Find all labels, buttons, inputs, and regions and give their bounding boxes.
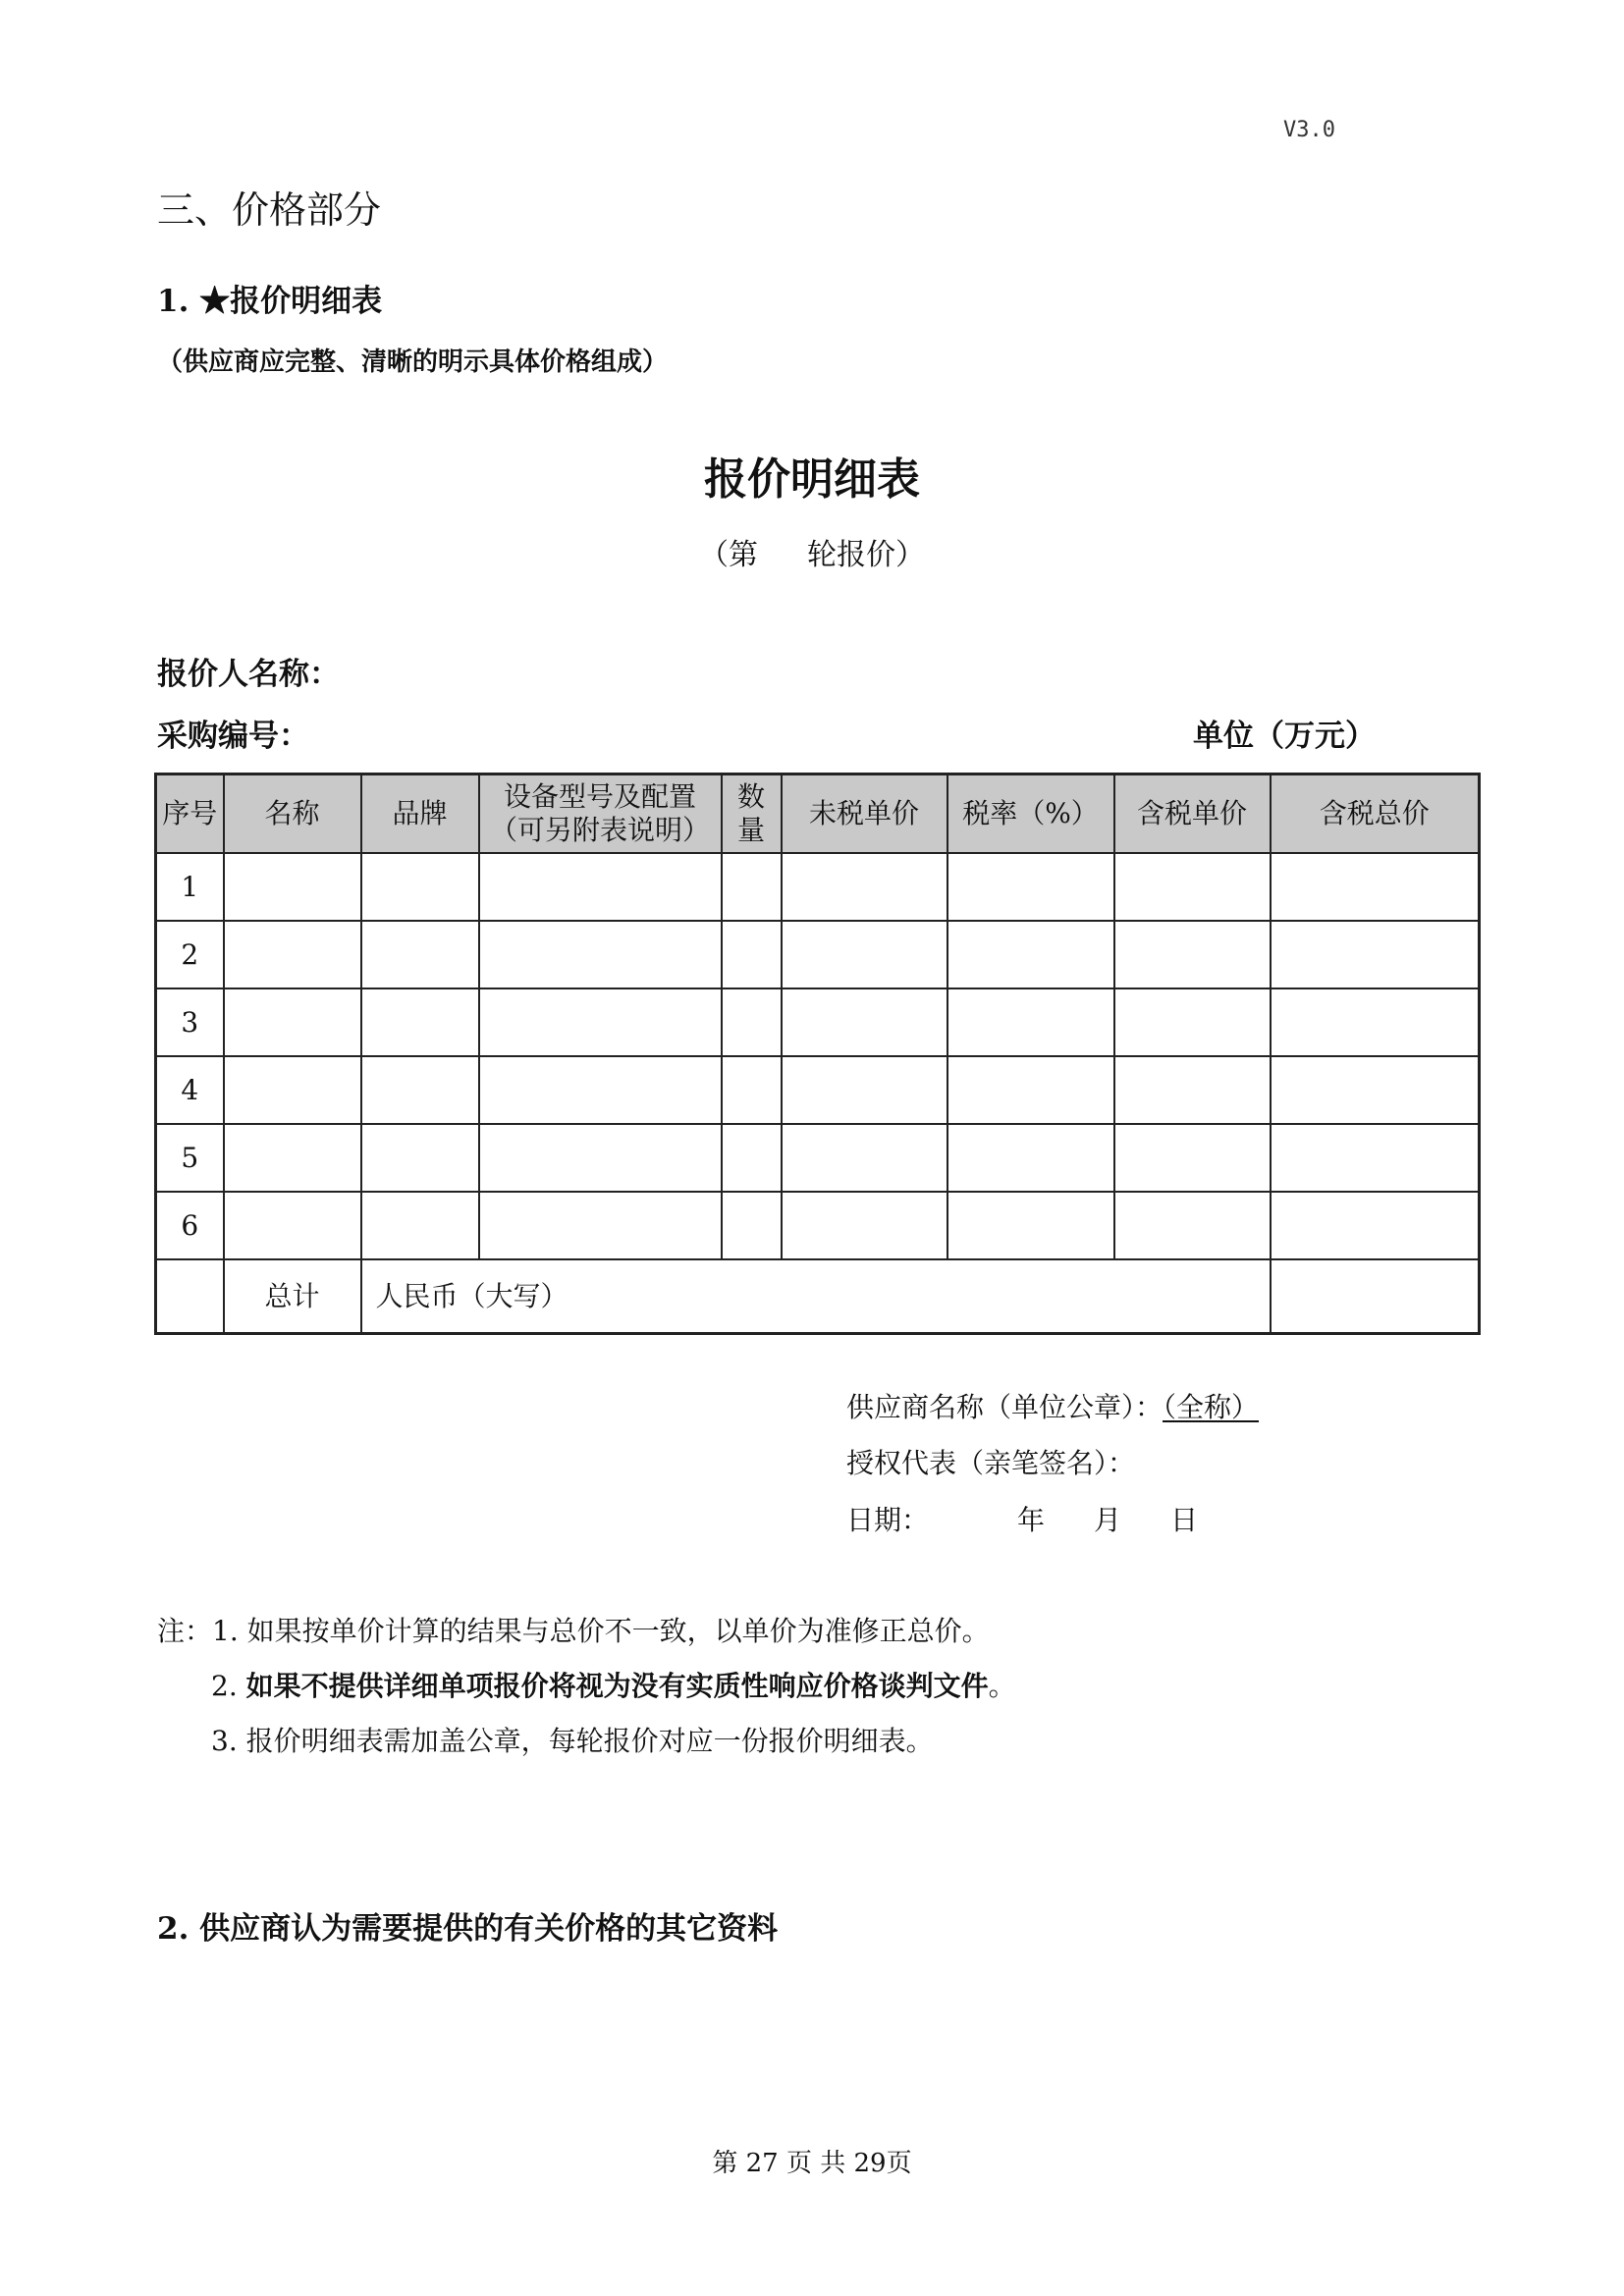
total-row bbox=[156, 1259, 1480, 1334]
table-row bbox=[156, 988, 1480, 1056]
cell-quantity[interactable] bbox=[722, 1124, 782, 1192]
header-tax-rate: 税率（%） bbox=[947, 774, 1114, 854]
table-row bbox=[156, 853, 1480, 921]
header-taxed-unit-price: 含税单价 bbox=[1114, 774, 1271, 854]
cell-model[interactable] bbox=[479, 1124, 722, 1192]
section-heading: 三、价格部分 bbox=[157, 188, 382, 232]
subsection-1-note: （供应商应完整、清晰的明示具体价格组成） bbox=[157, 347, 669, 377]
cell-taxed-unit-price[interactable] bbox=[1114, 1056, 1271, 1124]
subsection-1-heading bbox=[157, 276, 382, 320]
cell-taxed-unit-price[interactable] bbox=[1114, 1192, 1271, 1259]
cell-quantity[interactable] bbox=[722, 1056, 782, 1124]
cell-quantity[interactable] bbox=[722, 1192, 782, 1259]
cell-taxed-unit-price[interactable] bbox=[1114, 988, 1271, 1056]
cell-taxed-total-price[interactable] bbox=[1271, 1192, 1480, 1259]
cell-model[interactable] bbox=[479, 1192, 722, 1259]
cell-taxed-total-price[interactable] bbox=[1271, 1124, 1480, 1192]
header-brand: 品牌 bbox=[361, 774, 479, 854]
cell-brand[interactable] bbox=[361, 1124, 479, 1192]
row-index: 1 bbox=[156, 853, 224, 921]
cell-model[interactable] bbox=[479, 988, 722, 1056]
table-row bbox=[156, 1056, 1480, 1124]
quote-table-title: 报价明细表 bbox=[704, 454, 920, 505]
authorized-rep-line bbox=[846, 1442, 1135, 1481]
cell-brand[interactable] bbox=[361, 921, 479, 988]
note-2-number: 2. bbox=[211, 1670, 238, 1702]
cell-name[interactable] bbox=[224, 853, 361, 921]
cell-quantity[interactable] bbox=[722, 988, 782, 1056]
cell-brand[interactable] bbox=[361, 853, 479, 921]
quote-detail-table bbox=[154, 773, 1481, 1335]
cell-tax-rate[interactable] bbox=[947, 1056, 1114, 1124]
cell-taxed-unit-price[interactable] bbox=[1114, 853, 1271, 921]
cell-pretax-unit-price[interactable] bbox=[782, 921, 947, 988]
cell-name[interactable] bbox=[224, 988, 361, 1056]
cell-brand[interactable] bbox=[361, 1192, 479, 1259]
table-row bbox=[156, 1124, 1480, 1192]
authorized-rep-label: 授权代表（亲笔签名）： bbox=[846, 1447, 1136, 1479]
cell-taxed-total-price[interactable] bbox=[1271, 921, 1480, 988]
date-line bbox=[846, 1499, 1198, 1538]
cell-pretax-unit-price[interactable] bbox=[782, 1056, 947, 1124]
note-1-text: 1. 如果按单价计算的结果与总价不一致，以单价为准修正总价。 bbox=[212, 1615, 990, 1647]
note-2 bbox=[211, 1665, 1016, 1704]
total-index-cell bbox=[156, 1259, 224, 1334]
cell-pretax-unit-price[interactable] bbox=[782, 1124, 947, 1192]
header-model-line2: （可另附表说明） bbox=[489, 814, 710, 846]
cell-pretax-unit-price[interactable] bbox=[782, 853, 947, 921]
cell-tax-rate[interactable] bbox=[947, 1192, 1114, 1259]
header-model-line1: 设备型号及配置 bbox=[503, 780, 696, 813]
subsection-2-heading bbox=[157, 1903, 778, 1948]
cell-model[interactable] bbox=[479, 1056, 722, 1124]
header-model bbox=[479, 774, 722, 854]
header-quantity bbox=[722, 774, 782, 854]
total-amount-cell[interactable] bbox=[1271, 1259, 1480, 1334]
cell-brand[interactable] bbox=[361, 1056, 479, 1124]
subsection-2-title: 供应商认为需要提供的有关价格的其它资料 bbox=[199, 1911, 779, 1947]
cell-name[interactable] bbox=[224, 1192, 361, 1259]
total-rmb-uppercase[interactable]: 人民币（大写） bbox=[361, 1259, 1271, 1334]
date-label: 日期： bbox=[846, 1504, 930, 1536]
cell-taxed-unit-price[interactable] bbox=[1114, 921, 1271, 988]
cell-quantity[interactable] bbox=[722, 921, 782, 988]
unit-label: 单位（万元） bbox=[1193, 719, 1376, 754]
supplier-name-value[interactable]: （全称） bbox=[1163, 1391, 1260, 1423]
cell-taxed-total-price[interactable] bbox=[1271, 988, 1480, 1056]
notes-prefix: 注： bbox=[157, 1615, 213, 1647]
note-2-text: 如果不提供详细单项报价将视为没有实质性响应价格谈判文件 bbox=[245, 1670, 989, 1702]
date-month: 月 bbox=[1094, 1504, 1122, 1536]
cell-quantity[interactable] bbox=[722, 853, 782, 921]
cell-name[interactable] bbox=[224, 921, 361, 988]
cell-taxed-unit-price[interactable] bbox=[1114, 1124, 1271, 1192]
cell-model[interactable] bbox=[479, 921, 722, 988]
cell-name[interactable] bbox=[224, 1056, 361, 1124]
cell-tax-rate[interactable] bbox=[947, 1124, 1114, 1192]
header-quantity-line1: 数 bbox=[736, 780, 765, 813]
cell-taxed-total-price[interactable] bbox=[1271, 853, 1480, 921]
version-label: V3.0 bbox=[1283, 118, 1335, 142]
supplier-name-line bbox=[846, 1386, 1259, 1425]
row-index: 2 bbox=[156, 921, 224, 988]
subsection-1-number: 1. bbox=[157, 284, 189, 319]
cell-model[interactable] bbox=[479, 853, 722, 921]
round-close: 轮报价） bbox=[807, 538, 925, 572]
table-header-row bbox=[156, 774, 1480, 854]
subsection-2-number: 2. bbox=[157, 1911, 189, 1947]
row-index: 5 bbox=[156, 1124, 224, 1192]
date-day: 日 bbox=[1170, 1504, 1199, 1536]
quote-round bbox=[0, 530, 1624, 573]
header-taxed-total-price: 含税总价 bbox=[1271, 774, 1480, 854]
row-index: 3 bbox=[156, 988, 224, 1056]
header-pretax-unit-price: 未税单价 bbox=[782, 774, 947, 854]
date-year: 年 bbox=[1017, 1504, 1046, 1536]
table-row bbox=[156, 921, 1480, 988]
cell-tax-rate[interactable] bbox=[947, 853, 1114, 921]
header-name: 名称 bbox=[224, 774, 361, 854]
note-2-end: 。 bbox=[988, 1670, 1016, 1702]
row-index: 6 bbox=[156, 1192, 224, 1259]
total-label: 总计 bbox=[224, 1259, 361, 1334]
row-index: 4 bbox=[156, 1056, 224, 1124]
note-3: 3. 报价明细表需加盖公章，每轮报价对应一份报价明细表。 bbox=[211, 1725, 934, 1757]
cell-tax-rate[interactable] bbox=[947, 988, 1114, 1056]
subsection-1-title: ★报价明细表 bbox=[199, 284, 383, 319]
cell-taxed-total-price[interactable] bbox=[1271, 1056, 1480, 1124]
cell-pretax-unit-price[interactable] bbox=[782, 988, 947, 1056]
table-row bbox=[156, 1192, 1480, 1259]
header-index: 序号 bbox=[156, 774, 224, 854]
procurement-number-label: 采购编号： bbox=[157, 719, 309, 754]
cell-brand[interactable] bbox=[361, 988, 479, 1056]
note-1 bbox=[157, 1610, 990, 1649]
cell-pretax-unit-price[interactable] bbox=[782, 1192, 947, 1259]
supplier-name-label: 供应商名称（单位公章）： bbox=[846, 1391, 1164, 1423]
cell-tax-rate[interactable] bbox=[947, 921, 1114, 988]
bidder-name-label: 报价人名称： bbox=[157, 657, 340, 692]
cell-name[interactable] bbox=[224, 1124, 361, 1192]
round-open: （第 bbox=[699, 538, 758, 572]
page-footer: 第 27 页 共 29页 bbox=[712, 2149, 912, 2178]
header-quantity-line2: 量 bbox=[736, 814, 765, 846]
